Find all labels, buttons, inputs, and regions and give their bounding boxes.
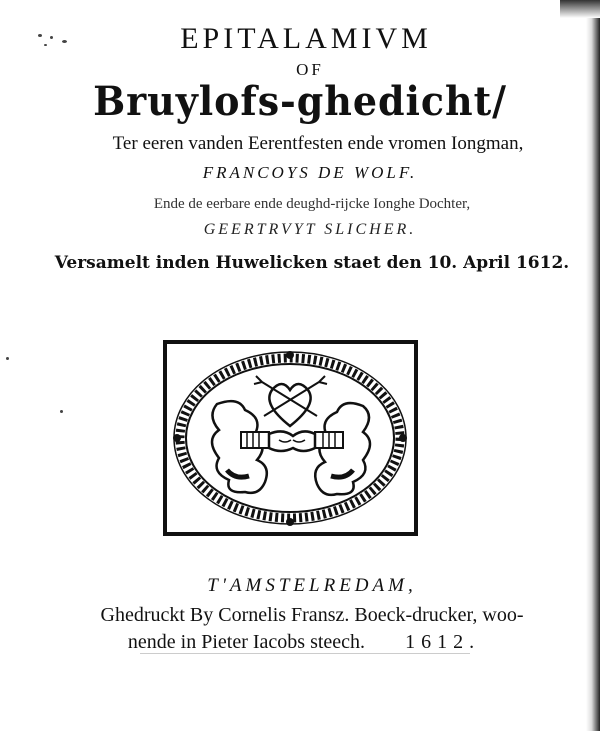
title-conjunction: OF <box>296 60 324 79</box>
bride-intro-line: Ende de eerbare ende deughd-rijcke Ionghe Dochter, <box>153 196 471 212</box>
imprint-printer: Ghedruckt By Cornelis Fransz. Boeck-drucker, woo- <box>100 604 524 626</box>
ink-speck <box>6 357 9 360</box>
wreath-clasped-hands-heart-icon <box>167 344 414 532</box>
page-corner-shadow <box>560 0 600 18</box>
imprint-place: T'AMSTELREDAM, <box>207 575 417 596</box>
imprint-address-year <box>4 631 600 654</box>
woodcut-wreath-clasped-hands <box>163 340 418 536</box>
imprint-year: 1612. <box>405 631 481 653</box>
imprint-address: nende in Pieter Iacobs steech. <box>127 631 366 653</box>
bride-name: GEERTRVYT SLICHER. <box>203 221 417 238</box>
faint-rule <box>140 653 470 654</box>
title-dutch-blackletter: Bruylofs-ghedicht/ <box>93 78 507 125</box>
ink-speck <box>60 410 63 413</box>
dedication-line: Ter eeren vanden Eerentfesten ende vromen Iongman, <box>112 133 524 154</box>
occasion-line: Versamelt inden Huwelicken staet den 10. April 1612. <box>54 253 570 273</box>
title-latin: EPITALAMIVM <box>180 22 432 55</box>
groom-name: FRANCOYS DE WOLF. <box>202 163 418 182</box>
